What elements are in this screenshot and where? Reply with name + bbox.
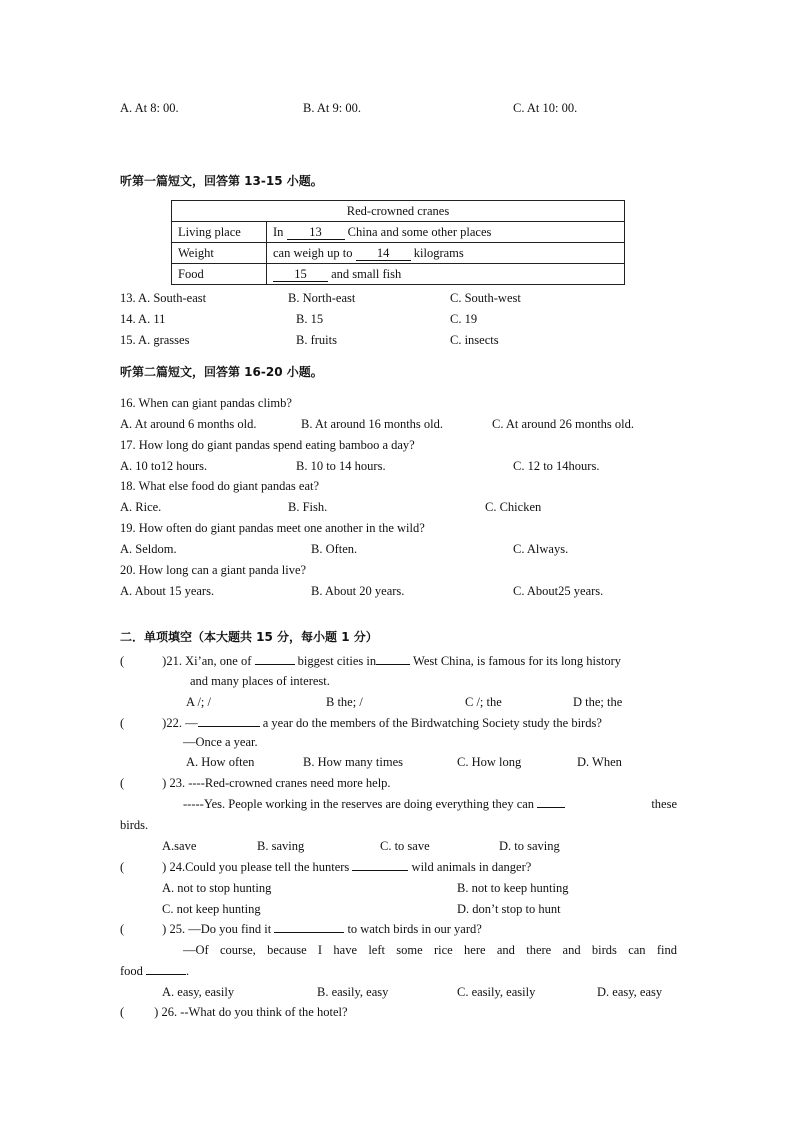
- q21-option-a: A /; /: [186, 695, 212, 709]
- q23-option-c: C. to save: [380, 839, 430, 853]
- q23-blank[interactable]: [537, 807, 565, 808]
- q17-option-b: B. 10 to 14 hours.: [296, 459, 386, 473]
- q23-option-a: A.save: [162, 839, 197, 853]
- table-row: [172, 264, 625, 285]
- q25-pre: ) 25. —Do you find it: [162, 922, 272, 936]
- q17-option-a: A. 10 to12 hours.: [120, 459, 208, 473]
- q24-option-c: C. not keep hunting: [162, 902, 261, 916]
- q21-part1: Xi’an, one of: [185, 654, 252, 668]
- q21-line2: and many places of interest.: [190, 674, 330, 688]
- q22-dash: —: [185, 716, 198, 730]
- answer-blank-13[interactable]: 13: [287, 226, 345, 240]
- q19-option-c: C. Always.: [513, 542, 569, 556]
- q13-option-c: C. South-west: [450, 291, 521, 305]
- q21-option-d: D the; the: [573, 695, 623, 709]
- table-value: [267, 243, 625, 264]
- q16-option-c: C. At around 26 months old.: [492, 417, 635, 431]
- q20-stem: 20. How long can a giant panda live?: [120, 563, 307, 577]
- q12-option-a: A. At 8: 00.: [120, 101, 179, 115]
- q14-option-c: C. 19: [450, 312, 478, 326]
- answer-blank-15[interactable]: 15: [273, 268, 328, 282]
- q26-line: [120, 1004, 348, 1020]
- q14-option-b: B. 15: [296, 312, 324, 326]
- q25-line: [120, 921, 482, 937]
- q25-blank2[interactable]: [146, 974, 186, 975]
- table-value-pre: can weigh up to: [273, 246, 353, 260]
- q24-option-a: A. not to stop hunting: [162, 881, 272, 895]
- q24-line: [120, 859, 531, 875]
- q21-line: [120, 653, 621, 669]
- q23-reply: [183, 796, 677, 812]
- q25-cont-post: .: [186, 964, 190, 978]
- q24-blank[interactable]: [352, 870, 408, 871]
- q18-stem: 18. What else food do giant pandas eat?: [120, 479, 320, 493]
- q18-option-b: B. Fish.: [288, 500, 328, 514]
- table-label: Living place: [172, 222, 267, 243]
- q19-option-b: B. Often.: [311, 542, 358, 556]
- q25-option-b: B. easily, easy: [317, 985, 389, 999]
- q23-line: [120, 775, 391, 791]
- q22-answer: —Once a year.: [183, 735, 258, 749]
- answer-paren: (: [120, 1005, 125, 1019]
- q25-post: to watch birds in our yard?: [347, 922, 482, 936]
- q21-option-b: B the; /: [326, 695, 363, 709]
- q21-blank2[interactable]: [376, 664, 410, 665]
- q22-option-d: D. When: [577, 755, 622, 769]
- q13-option-a: 13. A. South-east: [120, 291, 207, 305]
- q22-num: )22.: [162, 716, 182, 730]
- table-value-post: kilograms: [413, 246, 464, 260]
- q17-option-c: C. 12 to 14hours.: [513, 459, 600, 473]
- q15-option-a: 15. A. grasses: [120, 333, 190, 347]
- q22-blank[interactable]: [198, 726, 260, 727]
- answer-blank-14[interactable]: 14: [356, 247, 411, 261]
- table-value: [267, 264, 625, 285]
- q15-option-b: B. fruits: [296, 333, 337, 347]
- q20-option-a: A. About 15 years.: [120, 584, 215, 598]
- q18-option-c: C. Chicken: [485, 500, 542, 514]
- table-row: [172, 222, 625, 243]
- cranes-table: [171, 200, 625, 285]
- q20-option-b: B. About 20 years.: [311, 584, 405, 598]
- q22-option-c: C. How long: [457, 755, 522, 769]
- table-title: Red-crowned cranes: [172, 201, 625, 222]
- q24-pre: ) 24.Could you please tell the hunters: [162, 860, 350, 874]
- q22-rest: a year do the members of the Birdwatching Society study the birds?: [262, 716, 602, 730]
- q15-option-c: C. insects: [450, 333, 499, 347]
- table-value: [267, 222, 625, 243]
- q21-blank1[interactable]: [255, 664, 295, 665]
- q22-option-b: B. How many times: [303, 755, 403, 769]
- q21-part3: West China, is famous for its long history: [413, 654, 622, 668]
- q14-option-a: 14. A. 11: [120, 312, 166, 326]
- q17-stem: 17. How long do giant pandas spend eating bamboo a day?: [120, 438, 415, 452]
- q18-option-a: A. Rice.: [120, 500, 162, 514]
- q25-blank1[interactable]: [274, 932, 344, 933]
- q23-cont: birds.: [120, 818, 149, 832]
- q21-part2: biggest cities in: [297, 654, 377, 668]
- q21-num: )21.: [162, 654, 182, 668]
- answer-paren: (: [120, 860, 125, 874]
- q13-option-b: B. North-east: [288, 291, 356, 305]
- q26-stem: ) 26. --What do you think of the hotel?: [154, 1005, 348, 1019]
- answer-paren: (: [120, 654, 125, 668]
- q23-reply-pre: -----Yes. People working in the reserves are doing everything they can: [183, 797, 535, 811]
- q16-option-a: A. At around 6 months old.: [120, 417, 257, 431]
- q16-stem: 16. When can giant pandas climb?: [120, 396, 292, 410]
- table-header-row: [172, 201, 625, 222]
- passage1-instruction: 听第一篇短文，回答第 13-15 小题。: [120, 174, 323, 188]
- q20-option-c: C. About25 years.: [513, 584, 604, 598]
- q23-option-b: B. saving: [257, 839, 305, 853]
- q19-option-a: A. Seldom.: [120, 542, 177, 556]
- q25-option-a: A. easy, easily: [162, 985, 235, 999]
- q22-line: [120, 715, 602, 731]
- q25-option-c: C. easily, easily: [457, 985, 536, 999]
- q16-option-b: B. At around 16 months old.: [301, 417, 444, 431]
- q23-stem: ) 23. ----Red-crowned cranes need more help.: [162, 776, 391, 790]
- q25-cont-pre: food: [120, 964, 143, 978]
- q24-post: wild animals in danger?: [411, 860, 532, 874]
- q23-option-d: D. to saving: [499, 839, 560, 853]
- section2-title: 二．单项填空（本大题共 15 分，每小题 1 分）: [120, 630, 378, 644]
- passage2-instruction: 听第二篇短文，回答第 16-20 小题。: [120, 365, 323, 379]
- table-value-pre: In: [273, 225, 284, 239]
- table-label: Weight: [172, 243, 267, 264]
- q24-option-b: B. not to keep hunting: [457, 881, 569, 895]
- answer-paren: (: [120, 922, 125, 936]
- q24-option-d: D. don’t stop to hunt: [457, 902, 561, 916]
- q21-option-c: C /; the: [465, 695, 502, 709]
- table-row: [172, 243, 625, 264]
- table-label: Food: [172, 264, 267, 285]
- q12-option-b: B. At 9: 00.: [303, 101, 361, 115]
- q25-cont: [120, 963, 189, 979]
- table-value-post: and small fish: [331, 267, 402, 281]
- q25-option-d: D. easy, easy: [597, 985, 663, 999]
- table-value-post: China and some other places: [347, 225, 492, 239]
- answer-paren: (: [120, 716, 125, 730]
- q23-reply-post: these: [651, 797, 677, 811]
- answer-paren: (: [120, 776, 125, 790]
- q19-stem: 19. How often do giant pandas meet one another in the wild?: [120, 521, 425, 535]
- q22-option-a: A. How often: [186, 755, 255, 769]
- q25-reply: —Of course, because I have left some rice here and there and birds can find: [183, 943, 677, 957]
- q12-option-c: C. At 10: 00.: [513, 101, 578, 115]
